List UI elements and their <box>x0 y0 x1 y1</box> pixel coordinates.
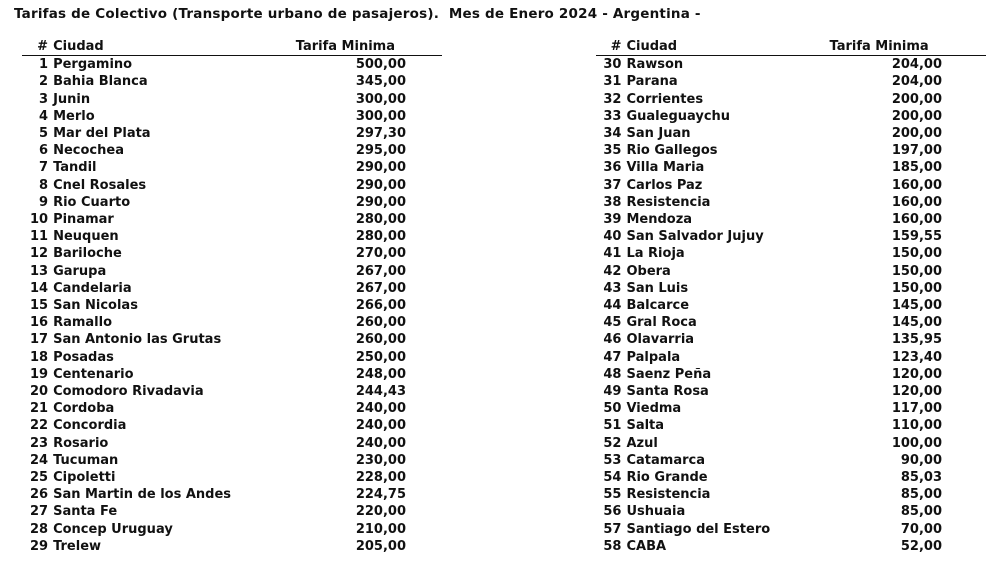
row-number: 9 <box>39 194 49 210</box>
fare-value: 228,00 <box>355 470 406 486</box>
header-row <box>22 38 442 56</box>
fare-value: 290,00 <box>355 160 406 176</box>
table-row <box>596 91 986 108</box>
table-row <box>22 314 442 331</box>
fare-value: 150,00 <box>891 246 942 262</box>
fare-value: 200,00 <box>891 126 942 142</box>
city-name: CABA <box>626 538 667 554</box>
table-row <box>22 211 442 228</box>
table-row <box>22 159 442 176</box>
fare-value: 270,00 <box>355 246 406 262</box>
city-name: Mendoza <box>626 212 693 228</box>
row-number: 34 <box>603 126 622 142</box>
row-number: 35 <box>603 143 622 159</box>
table-row <box>22 417 442 434</box>
city-name: Corrientes <box>626 91 704 107</box>
row-number: 19 <box>29 366 49 382</box>
fare-value: 295,00 <box>355 143 406 159</box>
row-number: 6 <box>39 143 49 159</box>
table-row <box>596 108 986 125</box>
fare-value: 117,00 <box>891 401 942 417</box>
city-name: Pinamar <box>53 212 114 228</box>
fare-value: 240,00 <box>355 435 406 451</box>
row-number: 48 <box>603 366 622 382</box>
city-name: Santiago del Estero <box>626 521 771 537</box>
city-name: Rosario <box>53 435 109 451</box>
table-row <box>596 417 986 434</box>
city-name: Rio Gallegos <box>626 143 718 159</box>
table-row <box>596 503 986 520</box>
fare-value: 204,00 <box>891 57 942 73</box>
row-number: 28 <box>29 521 49 537</box>
row-number: 24 <box>29 452 49 468</box>
fare-value: 345,00 <box>355 74 406 90</box>
fare-value: 260,00 <box>355 332 406 348</box>
fare-value: 210,00 <box>355 521 406 537</box>
fares-table-left <box>22 38 442 555</box>
city-name: Tandil <box>53 160 97 176</box>
table-row <box>22 521 442 538</box>
fare-value: 260,00 <box>355 315 406 331</box>
city-name: Obera <box>626 263 671 279</box>
city-name: La Rioja <box>626 246 685 262</box>
table-row <box>596 331 986 348</box>
row-number: 18 <box>29 349 49 365</box>
table-row <box>596 538 986 555</box>
row-number: 21 <box>29 401 49 417</box>
city-name: Pergamino <box>53 57 133 73</box>
table-row <box>22 469 442 486</box>
city-name: Trelew <box>53 538 102 554</box>
city-name: San Nicolas <box>53 298 138 314</box>
row-number: 50 <box>603 401 622 417</box>
fare-value: 250,00 <box>355 349 406 365</box>
city-name: Rio Cuarto <box>53 194 131 210</box>
city-name: Rawson <box>626 57 684 73</box>
city-name: Necochea <box>53 143 124 159</box>
row-number: 8 <box>39 177 49 193</box>
table-row <box>22 366 442 383</box>
city-name: Candelaria <box>53 280 132 296</box>
row-number: 25 <box>29 470 49 486</box>
row-number: 51 <box>603 418 622 434</box>
table-row <box>596 280 986 297</box>
table-row <box>22 91 442 108</box>
row-number: 36 <box>603 160 622 176</box>
city-name: Olavarria <box>626 332 695 348</box>
city-name: San Salvador Jujuy <box>626 229 764 245</box>
city-name: Bahia Blanca <box>53 74 148 90</box>
city-name: Concordia <box>53 418 127 434</box>
row-number: 56 <box>603 504 622 520</box>
city-name: Salta <box>626 418 665 434</box>
row-number: 38 <box>603 194 622 210</box>
table-row <box>22 142 442 159</box>
table-row <box>596 263 986 280</box>
fare-value: 300,00 <box>355 108 406 124</box>
table-row <box>596 73 986 90</box>
city-name: San Martin de los Andes <box>53 487 232 503</box>
row-number: 15 <box>29 298 49 314</box>
row-number: 4 <box>39 108 49 124</box>
fare-value: 204,00 <box>891 74 942 90</box>
fare-value: 160,00 <box>891 212 942 228</box>
row-number: 29 <box>29 538 49 554</box>
table-row <box>22 263 442 280</box>
row-number: 5 <box>39 126 49 142</box>
city-name: Gualeguaychu <box>626 108 731 124</box>
row-number: 42 <box>603 263 622 279</box>
table-row <box>596 469 986 486</box>
header-fare: Tarifa Minima <box>285 38 442 56</box>
row-number: 49 <box>603 384 622 400</box>
table-row <box>22 400 442 417</box>
fare-value: 120,00 <box>891 384 942 400</box>
fare-value: 200,00 <box>891 108 942 124</box>
row-number: 10 <box>29 212 49 228</box>
fare-value: 280,00 <box>355 229 406 245</box>
table-row <box>22 177 442 194</box>
row-number: 2 <box>39 74 49 90</box>
row-number: 45 <box>603 315 622 331</box>
fare-value: 145,00 <box>891 298 942 314</box>
city-name: Mar del Plata <box>53 126 151 142</box>
city-name: Balcarce <box>626 298 690 314</box>
fare-value: 230,00 <box>355 452 406 468</box>
fare-value: 150,00 <box>891 280 942 296</box>
row-number: 37 <box>603 177 622 193</box>
fare-value: 52,00 <box>900 538 942 554</box>
city-name: Junin <box>53 91 91 107</box>
row-number: 27 <box>29 504 49 520</box>
row-number: 54 <box>603 470 622 486</box>
city-name: Carlos Paz <box>626 177 703 193</box>
row-number: 33 <box>603 108 622 124</box>
header-city: Ciudad <box>626 38 816 56</box>
fare-value: 185,00 <box>891 160 942 176</box>
fare-value: 267,00 <box>355 280 406 296</box>
table-row <box>596 366 986 383</box>
fare-value: 290,00 <box>355 194 406 210</box>
row-number: 53 <box>603 452 622 468</box>
table-row <box>22 56 442 74</box>
city-name: Viedma <box>626 401 682 417</box>
city-name: Parana <box>626 74 678 90</box>
fare-value: 290,00 <box>355 177 406 193</box>
row-number: 26 <box>29 487 49 503</box>
city-name: Santa Rosa <box>626 384 709 400</box>
city-name: Cordoba <box>53 401 115 417</box>
row-number: 55 <box>603 487 622 503</box>
fare-value: 200,00 <box>891 91 942 107</box>
fare-value: 197,00 <box>891 143 942 159</box>
city-name: Saenz Peña <box>626 366 712 382</box>
fare-value: 90,00 <box>900 452 942 468</box>
table-row <box>596 211 986 228</box>
fare-value: 224,75 <box>355 487 406 503</box>
table-row <box>596 56 986 74</box>
city-name: San Juan <box>626 126 691 142</box>
table-row <box>22 194 442 211</box>
city-name: Cipoletti <box>53 470 116 486</box>
table-row <box>22 349 442 366</box>
fare-value: 297,30 <box>355 126 406 142</box>
row-number: 47 <box>603 349 622 365</box>
city-name: Ushuaia <box>626 504 686 520</box>
fare-value: 100,00 <box>891 435 942 451</box>
fare-value: 70,00 <box>900 521 942 537</box>
row-number: 20 <box>29 384 49 400</box>
city-name: Villa Maria <box>626 160 705 176</box>
table-row <box>22 108 442 125</box>
fare-value: 205,00 <box>355 538 406 554</box>
row-number: 1 <box>39 57 49 73</box>
header-fare: Tarifa Minima <box>816 38 986 56</box>
fare-value: 159,55 <box>891 229 942 245</box>
table-row <box>596 245 986 262</box>
row-number: 16 <box>29 315 49 331</box>
fare-value: 123,40 <box>891 349 942 365</box>
fare-value: 110,00 <box>891 418 942 434</box>
table-row <box>596 314 986 331</box>
fare-value: 500,00 <box>355 57 406 73</box>
table-row <box>22 297 442 314</box>
document-title: Tarifas de Colectivo (Transporte urbano de pasajeros). Mes de Enero 2024 - Argentina - <box>14 6 701 22</box>
city-name: Santa Fe <box>53 504 118 520</box>
table-row <box>596 228 986 245</box>
fare-value: 240,00 <box>355 418 406 434</box>
fare-value: 160,00 <box>891 177 942 193</box>
table-row <box>22 228 442 245</box>
row-number: 43 <box>603 280 622 296</box>
table-row <box>22 245 442 262</box>
table-row <box>22 486 442 503</box>
fare-value: 85,00 <box>900 487 942 503</box>
fare-value: 145,00 <box>891 315 942 331</box>
city-name: Cnel Rosales <box>53 177 147 193</box>
city-name: Posadas <box>53 349 114 365</box>
header-city: Ciudad <box>53 38 285 56</box>
row-number: 23 <box>29 435 49 451</box>
header-number: # <box>22 38 53 56</box>
row-number: 12 <box>29 246 49 262</box>
table-row <box>596 297 986 314</box>
row-number: 7 <box>39 160 49 176</box>
city-name: Concep Uruguay <box>53 521 173 537</box>
fare-value: 240,00 <box>355 401 406 417</box>
fare-value: 120,00 <box>891 366 942 382</box>
table-row <box>22 125 442 142</box>
city-name: Bariloche <box>53 246 122 262</box>
row-number: 57 <box>603 521 622 537</box>
row-number: 31 <box>603 74 622 90</box>
city-name: Ramallo <box>53 315 113 331</box>
table-row <box>596 400 986 417</box>
city-name: Tucuman <box>53 452 119 468</box>
header-row <box>596 38 986 56</box>
row-number: 17 <box>29 332 49 348</box>
fare-value: 280,00 <box>355 212 406 228</box>
city-name: Garupa <box>53 263 107 279</box>
table-row <box>596 521 986 538</box>
city-name: Rio Grande <box>626 470 708 486</box>
city-name: Comodoro Rivadavia <box>53 384 204 400</box>
table-row <box>22 280 442 297</box>
city-name: Palpala <box>626 349 681 365</box>
row-number: 32 <box>603 91 622 107</box>
fare-value: 150,00 <box>891 263 942 279</box>
table-row <box>596 486 986 503</box>
city-name: Azul <box>626 435 658 451</box>
table-row <box>22 538 442 555</box>
table-row <box>596 159 986 176</box>
row-number: 40 <box>603 229 622 245</box>
table-row <box>596 383 986 400</box>
row-number: 41 <box>603 246 622 262</box>
fare-value: 85,00 <box>900 504 942 520</box>
table-row <box>596 435 986 452</box>
fare-value: 85,03 <box>900 470 942 486</box>
row-number: 30 <box>603 57 622 73</box>
row-number: 3 <box>39 91 49 107</box>
row-number: 11 <box>29 229 49 245</box>
row-number: 13 <box>29 263 49 279</box>
fare-value: 220,00 <box>355 504 406 520</box>
fares-table-right <box>596 38 986 555</box>
city-name: San Antonio las Grutas <box>53 332 222 348</box>
fare-value: 266,00 <box>355 298 406 314</box>
table-row <box>596 142 986 159</box>
fare-value: 135,95 <box>891 332 942 348</box>
city-name: Gral Roca <box>626 315 697 331</box>
header-number: # <box>596 38 626 56</box>
table-row <box>22 383 442 400</box>
fare-value: 248,00 <box>355 366 406 382</box>
city-name: Centenario <box>53 366 134 382</box>
table-row <box>596 349 986 366</box>
row-number: 46 <box>603 332 622 348</box>
table-row <box>22 503 442 520</box>
city-name: Merlo <box>53 108 95 124</box>
table-row <box>22 73 442 90</box>
fare-value: 300,00 <box>355 91 406 107</box>
city-name: Neuquen <box>53 229 119 245</box>
table-row <box>22 435 442 452</box>
table-row <box>22 452 442 469</box>
row-number: 58 <box>603 538 622 554</box>
row-number: 52 <box>603 435 622 451</box>
fare-value: 244,43 <box>355 384 406 400</box>
row-number: 22 <box>29 418 49 434</box>
table-row <box>596 177 986 194</box>
fare-value: 267,00 <box>355 263 406 279</box>
row-number: 14 <box>29 280 49 296</box>
row-number: 44 <box>603 298 622 314</box>
row-number: 39 <box>603 212 622 228</box>
city-name: Catamarca <box>626 452 705 468</box>
table-row <box>22 331 442 348</box>
city-name: San Luis <box>626 280 689 296</box>
city-name: Resistencia <box>626 194 711 210</box>
city-name: Resistencia <box>626 487 711 503</box>
fare-value: 160,00 <box>891 194 942 210</box>
table-row <box>596 194 986 211</box>
table-row <box>596 125 986 142</box>
table-row <box>596 452 986 469</box>
